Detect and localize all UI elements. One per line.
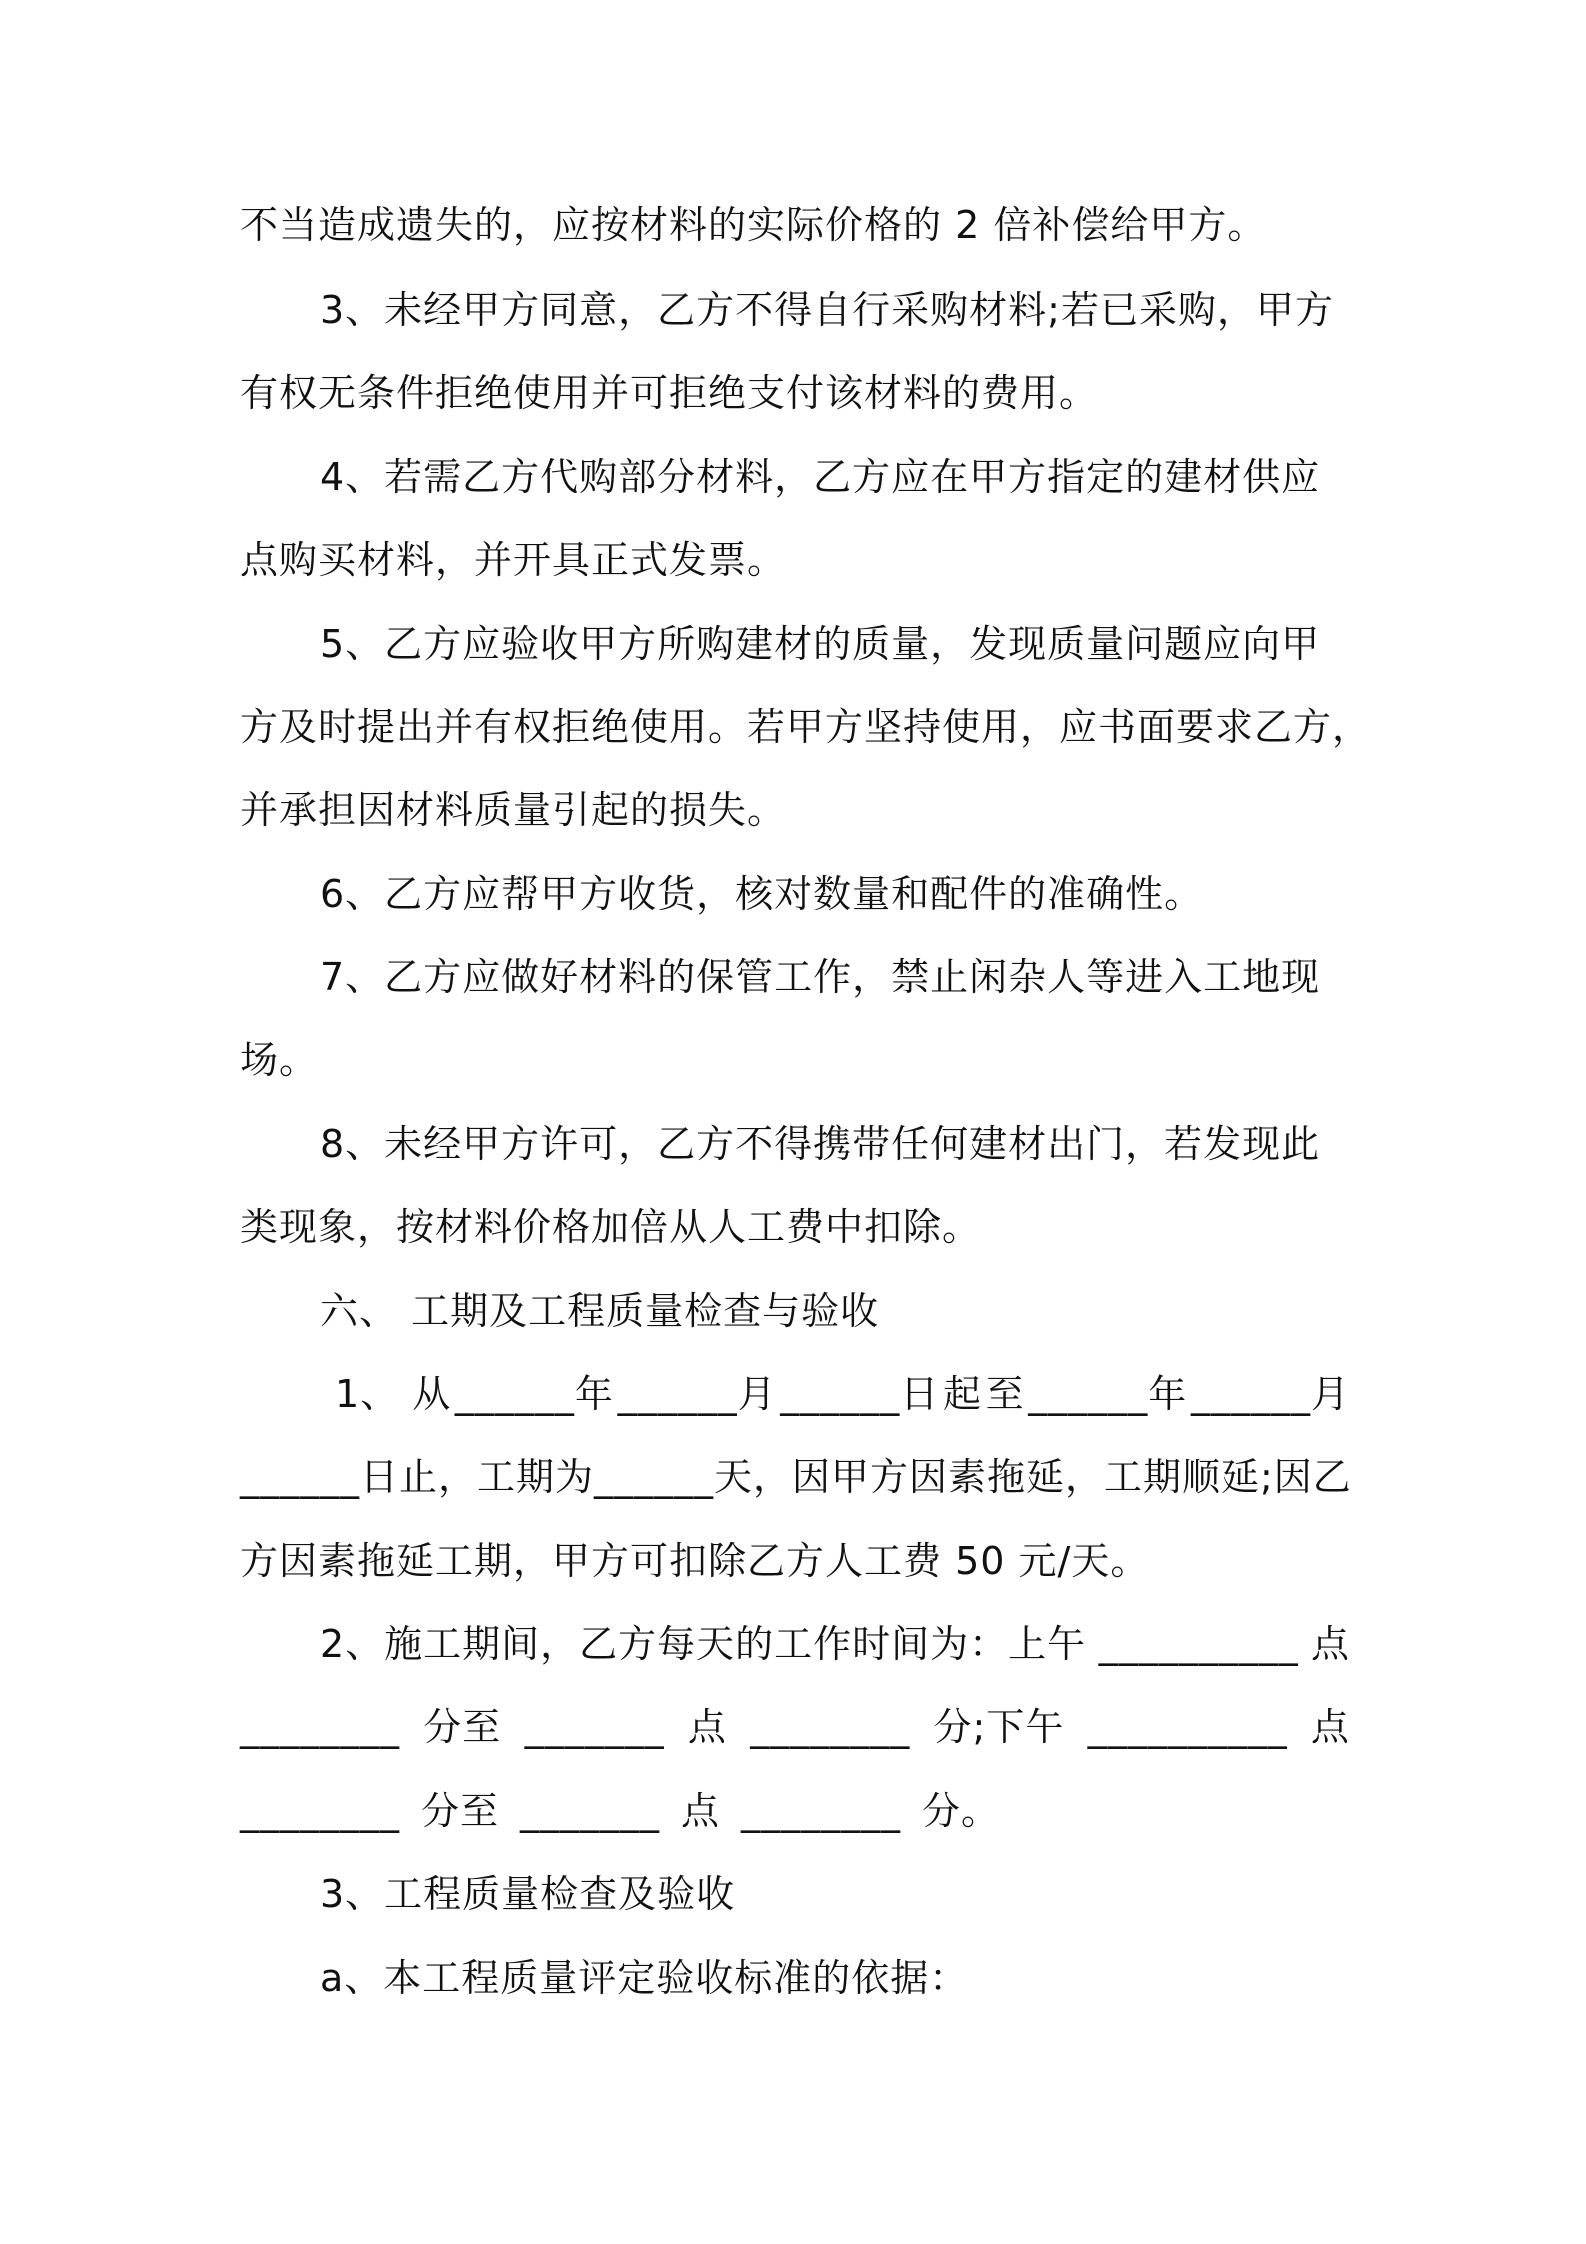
period-start-day: ______日 (780, 1372, 940, 1416)
worktime-unit: 分至 (423, 1705, 502, 1749)
period-end-year: ______年 (1028, 1372, 1188, 1416)
period-line-3: 方因素拖延工期，甲方可扣除乙方人工费 50 元/天。 (240, 1539, 1150, 1583)
worktime-unit: 点 (1310, 1622, 1350, 1666)
clause-8-line-2: 类现象，按材料价格加倍从人工费中扣除。 (240, 1205, 982, 1249)
period-end-month: ______月 (1190, 1372, 1350, 1416)
worktime-unit: 分。 (921, 1789, 1000, 1833)
section-6-heading: 六、 工期及工程质量检查与验收 (320, 1289, 880, 1333)
clause-3-line-1: 3、未经甲方同意，乙方不得自行采购材料;若已采购，甲方 (320, 288, 1334, 332)
worktime-blank: ________ (750, 1705, 911, 1749)
period-word-to: 至 (985, 1372, 1025, 1416)
worktime-label: 2、施工期间，乙方每天的工作时间为：上午 (320, 1622, 1087, 1666)
clause-5-line-3: 并承担因材料质量引起的损失。 (240, 788, 787, 832)
worktime-blank: _______ (524, 1705, 665, 1749)
worktime-blank: __________ (1098, 1622, 1299, 1666)
clause-7-line-1: 7、乙方应做好材料的保管工作，禁止闲杂人等进入工地现 (320, 955, 1321, 999)
worktime-line-1 (320, 1619, 1350, 1669)
paragraph-line: 不当造成遗失的，应按材料的实际价格的 2 倍补偿给甲方。 (240, 203, 1267, 247)
worktime-blank: ________ (240, 1705, 400, 1749)
period-line (335, 1369, 1350, 1419)
worktime-unit: 点 (687, 1705, 727, 1749)
period-line-2: ______日止，工期为______天，因甲方因素拖延，工期顺延;因乙 (240, 1455, 1352, 1499)
clause-8-line-1: 8、未经甲方许可，乙方不得携带任何建材出门，若发现此 (320, 1122, 1321, 1166)
worktime-line-2 (240, 1702, 1350, 1752)
worktime-unit: 点 (680, 1789, 720, 1833)
subsection-3-heading: 3、工程质量检查及验收 (320, 1872, 736, 1916)
worktime-blank: ________ (240, 1789, 400, 1833)
period-prefix: 1、 从 (335, 1372, 452, 1416)
clause-5-line-1: 5、乙方应验收甲方所购建材的质量，发现质量问题应向甲 (320, 622, 1321, 666)
clause-3-line-2: 有权无条件拒绝使用并可拒绝支付该材料的费用。 (240, 371, 1099, 415)
clause-6-line-1: 6、乙方应帮甲方收货，核对数量和配件的准确性。 (320, 872, 1204, 916)
worktime-blank: ________ (740, 1789, 901, 1833)
worktime-blank: __________ (1087, 1705, 1288, 1749)
worktime-blank: _______ (519, 1789, 660, 1833)
worktime-line-3 (240, 1786, 1000, 1836)
worktime-unit: 分至 (420, 1789, 499, 1833)
clause-7-line-2: 场。 (240, 1038, 319, 1082)
period-word-from: 起 (942, 1372, 982, 1416)
clause-4-line-1: 4、若需乙方代购部分材料，乙方应在甲方指定的建材供应 (320, 455, 1321, 499)
period-start-month: ______月 (617, 1372, 777, 1416)
item-a-line: a、本工程质量评定验收标准的依据： (320, 1956, 969, 2000)
clause-4-line-2: 点购买材料，并开具正式发票。 (240, 538, 787, 582)
period-start-year: ______年 (454, 1372, 614, 1416)
clause-5-line-2: 方及时提出并有权拒绝使用。若甲方坚持使用，应书面要求乙方， (240, 705, 1372, 749)
worktime-unit: 点 (1310, 1705, 1350, 1749)
worktime-unit: 分;下午 (933, 1705, 1065, 1749)
